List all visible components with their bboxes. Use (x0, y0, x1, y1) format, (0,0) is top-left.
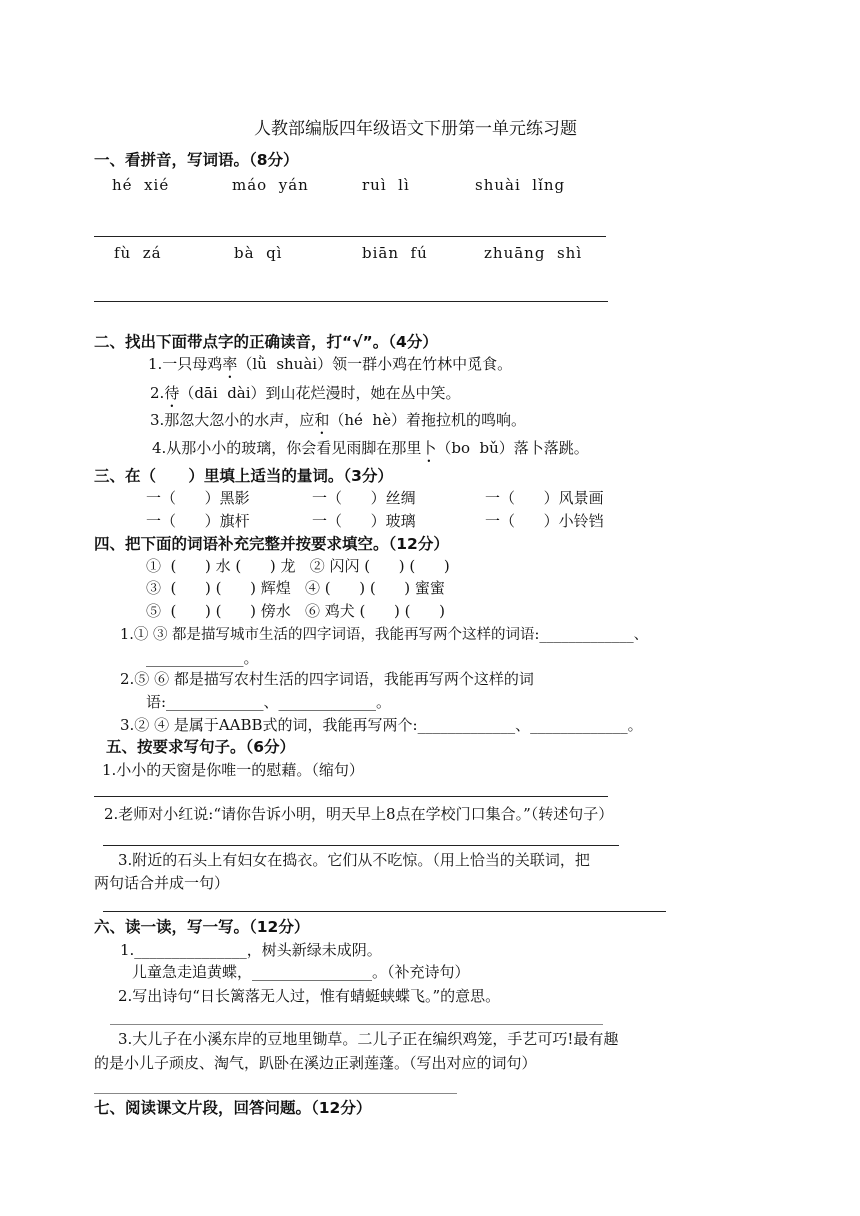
idiom-line: ③ ( ) ( ) 辉煌 ④ ( ) ( ) 蜜蜜 (146, 579, 445, 597)
section-1-heading: 一、看拼音，写词语。（8分） (94, 151, 299, 169)
pinyin-7: biān fú (362, 244, 428, 262)
measure-word-item: 一（ ）丝绸 (312, 489, 416, 507)
answer-line[interactable] (94, 236, 606, 237)
section-6-heading: 六、读一读，写一写。（12分） (94, 918, 310, 936)
question-5-3-cont: 两句话合并成一句） (94, 874, 230, 892)
question-6-3: 3.大儿子在小溪东岸的豆地里锄草。二儿子正在编织鸡笼，手艺可巧!最有趣 (118, 1030, 619, 1048)
answer-line[interactable] (94, 1093, 457, 1094)
section-3-heading: 三、在（ ）里填上适当的量词。（3分） (94, 467, 393, 485)
question-6-2: 2.写出诗句“日长篱落无人过，惟有蜻蜓蛱蝶飞。”的意思。 (118, 987, 501, 1005)
measure-word-item: 一（ ）旗杆 (146, 512, 250, 530)
question-4-2: 2.⑤ ⑥ 都是描写农村生活的四字词语，我能再写两个这样的词 (120, 670, 534, 688)
idiom-line: ⑤ ( ) ( ) 傍水 ⑥ 鸡犬 ( ) ( ) (146, 602, 445, 620)
question-5-2: 2.老师对小红说:“请你告诉小明，明天早上8点在学校门口集合。”（转述句子） (104, 805, 614, 823)
measure-word-item: 一（ ）黑影 (146, 489, 250, 507)
answer-line[interactable] (103, 911, 666, 912)
pinyin-8: zhuāng shì (484, 244, 583, 262)
section-7-heading: 七、阅读课文片段，回答问题。（12分） (94, 1099, 372, 1117)
question-4-1-cont: _____________。 (146, 649, 259, 667)
page-title: 人教部编版四年级语文下册第一单元练习题 (254, 119, 577, 139)
question-4-3: 3.② ④ 是属于AABB式的词，我能再写两个:_____________、_____________。 (120, 716, 643, 734)
question-5-1: 1.小小的天窗是你唯一的慰藉。（缩句） (102, 761, 364, 779)
pinyin-5: fù zá (114, 244, 162, 262)
question-6-3-cont: 的是小儿子顽皮、淘气，趴卧在溪边正剥莲蓬。（写出对应的词句） (94, 1054, 537, 1072)
pinyin-4: shuài lǐng (475, 176, 566, 194)
section-2-heading: 二、找出下面带点字的正确读音，打“√”。（4分） (94, 333, 438, 351)
measure-word-item: 一（ ）风景画 (485, 489, 604, 507)
question-2-3: 3.那忽大忽小的水声，应和（hé hè）着拖拉机的鸣响。 (150, 411, 526, 429)
answer-line[interactable] (94, 301, 608, 302)
question-5-3: 3.附近的石头上有妇女在捣衣。它们从不吃惊。（用上恰当的关联词，把 (118, 851, 590, 869)
question-4-2-cont: 语:_____________、_____________。 (146, 693, 392, 711)
pinyin-1: hé xié (112, 176, 170, 194)
section-4-heading: 四、把下面的词语补充完整并按要求填空。（12分） (94, 535, 449, 553)
measure-word-item: 一（ ）小铃铛 (485, 512, 604, 530)
question-2-4: 4.从那小小的玻璃，你会看见雨脚在那里卜（bo bǔ）落卜落跳。 (152, 439, 589, 457)
question-6-1: 1._______________，树头新绿未成阴。 (120, 941, 382, 959)
pinyin-6: bà qì (234, 244, 283, 262)
question-4-1: 1.① ③ 都是描写城市生活的四字词语，我能再写两个这样的词语:_____________、 (120, 627, 649, 643)
question-6-1-cont: 儿童急走追黄蝶，________________。（补充诗句） (132, 963, 470, 981)
answer-line[interactable] (110, 1024, 603, 1025)
idiom-line: ① ( ) 水 ( ) 龙 ② 闪闪 ( ) ( ) (146, 557, 450, 575)
measure-word-item: 一（ ）玻璃 (312, 512, 416, 530)
answer-line[interactable] (103, 845, 619, 846)
question-2-1: 1.一只母鸡率（lǜ shuài）领一群小鸡在竹林中觅食。 (148, 355, 513, 373)
question-2-2: 2.待（dāi dài）到山花烂漫时，她在丛中笑。 (150, 384, 461, 402)
section-5-heading: 五、按要求写句子。（6分） (106, 738, 296, 756)
answer-line[interactable] (94, 796, 608, 797)
pinyin-3: ruì lì (362, 176, 410, 194)
pinyin-2: máo yán (232, 176, 309, 194)
